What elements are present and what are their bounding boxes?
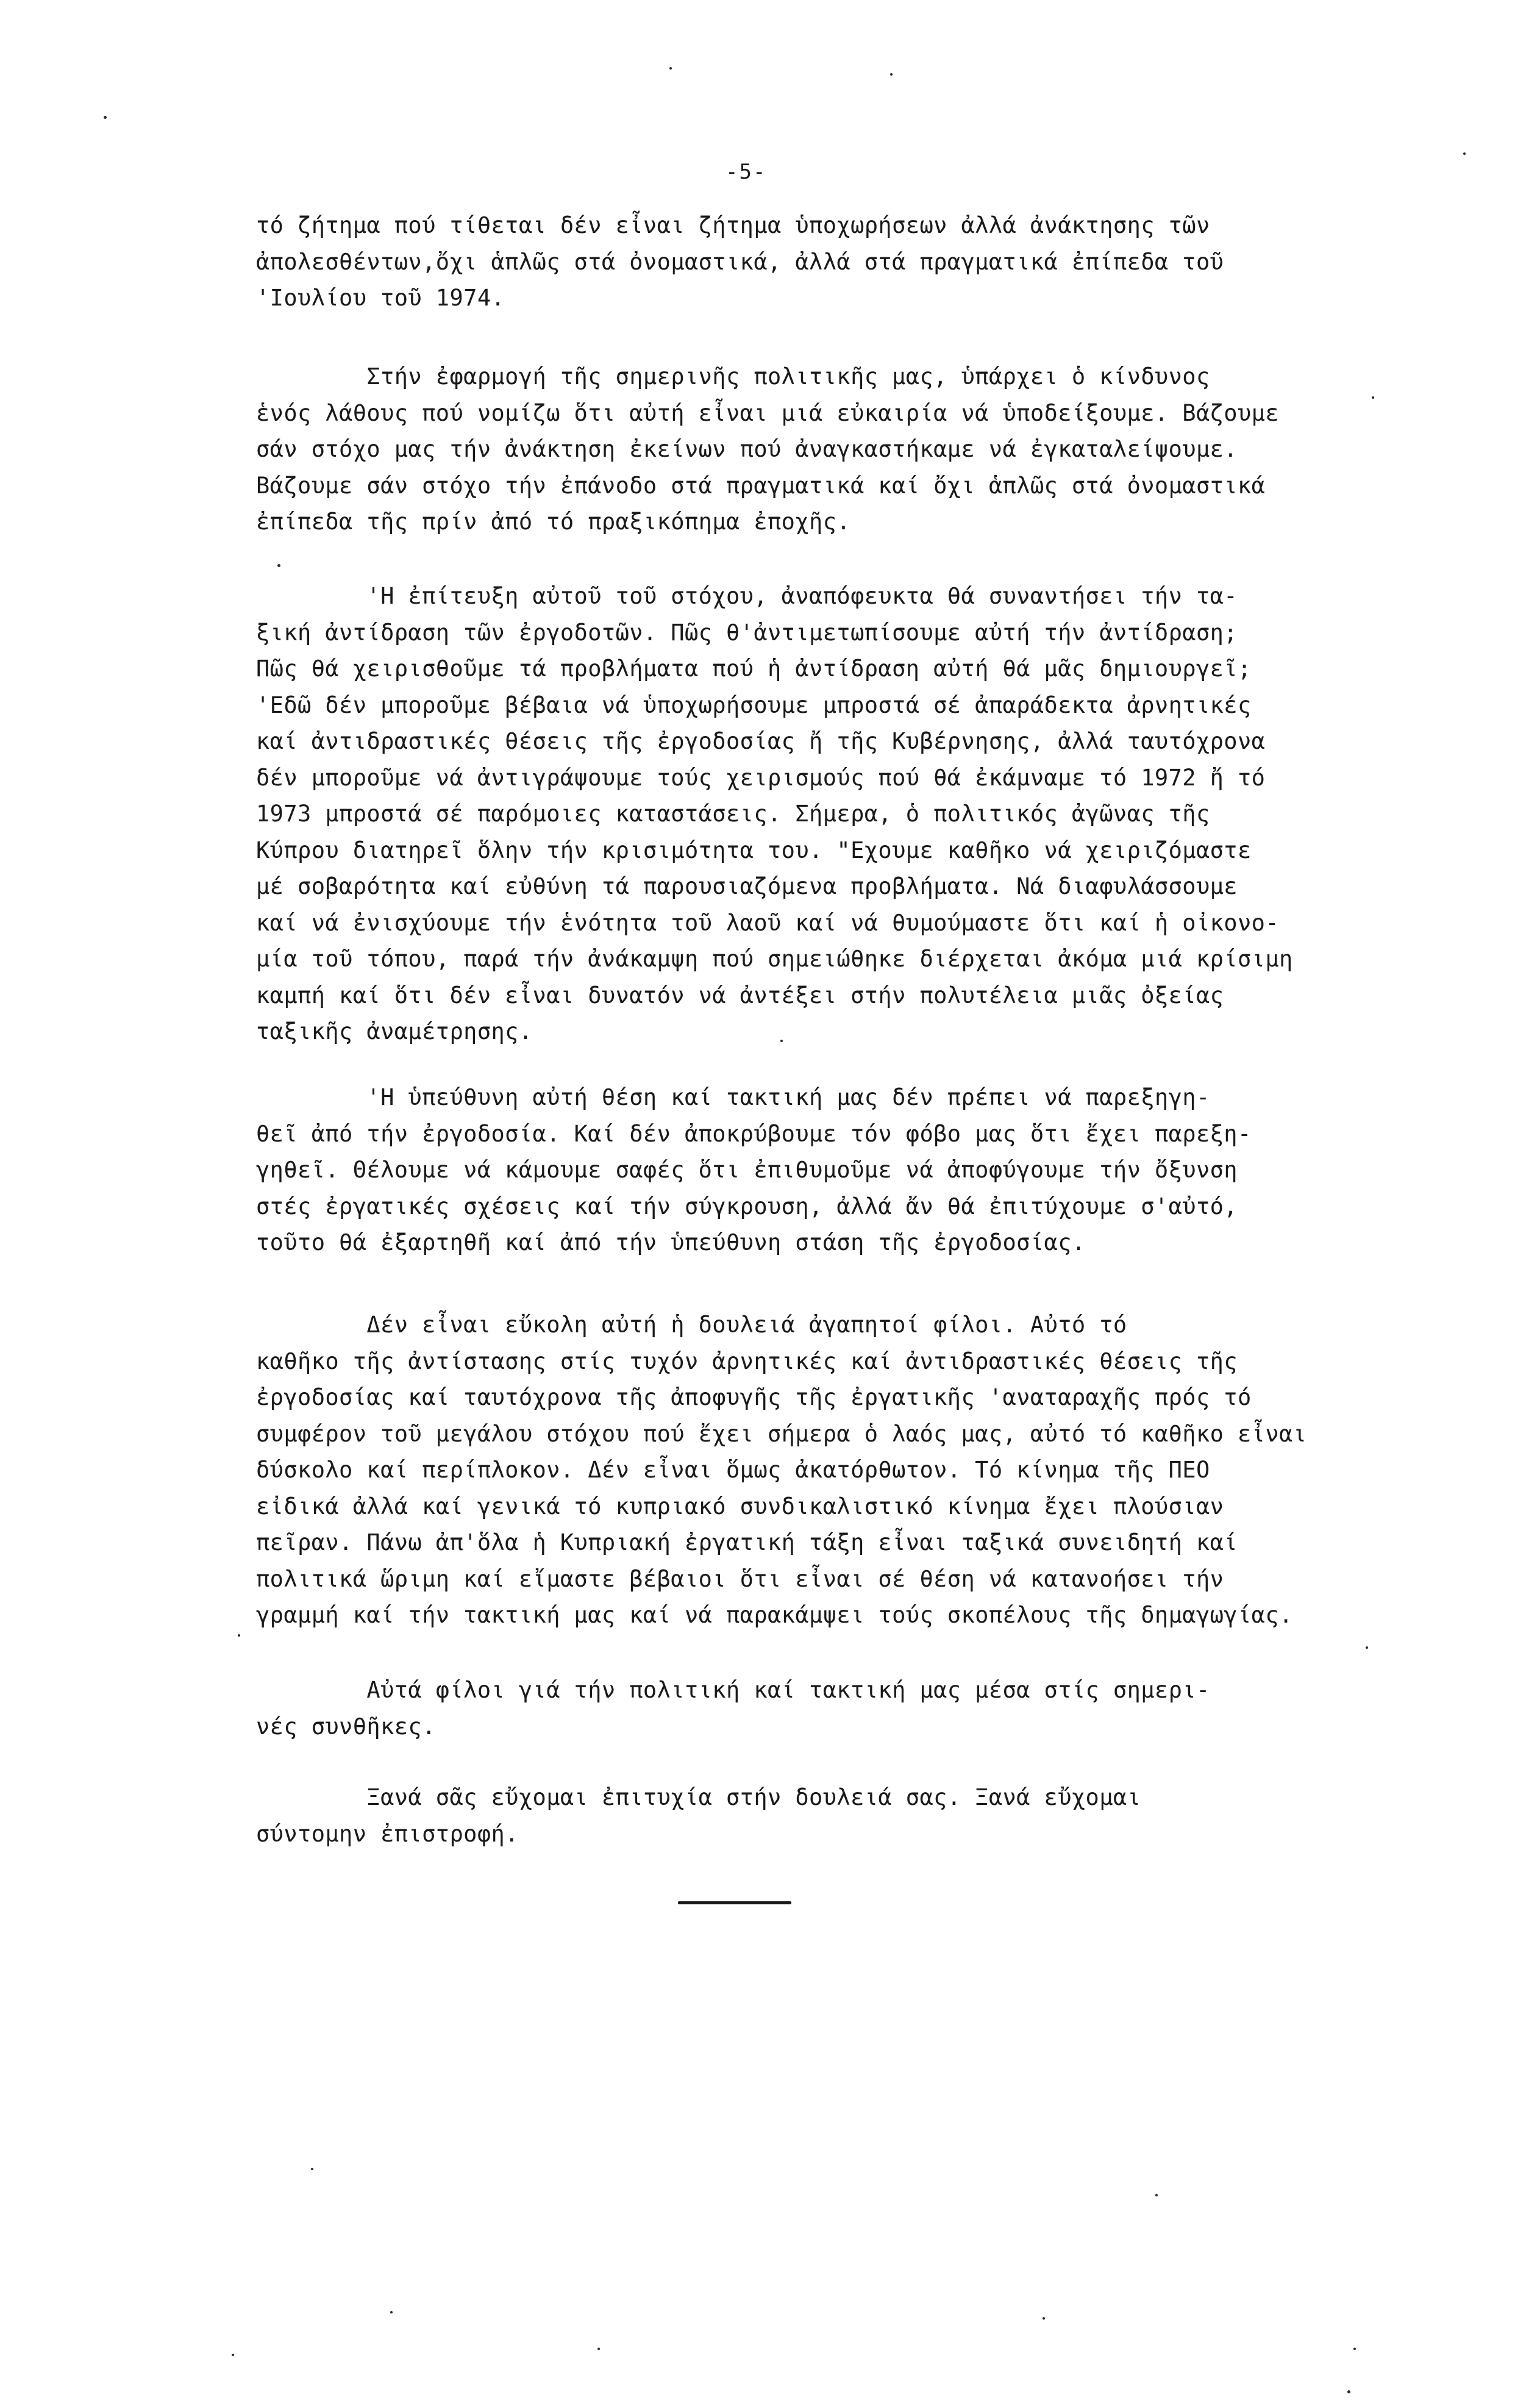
scan-speck <box>311 2168 313 2170</box>
scan-speck <box>669 67 672 70</box>
text-line: 1973 μπροστά σέ παρόμοιες καταστάσεις. Σήμερα, ὁ πολιτικός ἀγῶνας τῆς <box>256 801 1210 827</box>
paragraph-6 <box>256 1672 1414 1745</box>
scan-speck <box>390 2311 393 2313</box>
scan-speck <box>104 116 107 119</box>
end-rule <box>678 1901 791 1904</box>
text-line: μέ σοβαρότητα καί εὐθύνη τά παρουσιαζόμενα προβλήματα. Νά διαφυλάσσουμε <box>256 873 1238 899</box>
text-line: πολιτικά ὥριμη καί εἴμαστε βέβαιοι ὅτι εἶναι σέ θέση νά κατανοήσει τήν <box>256 1565 1224 1592</box>
text-line: ἀπολεσθέντων,ὄχι ἁπλῶς στά ὀνομαστικά, ἀλλά στά πραγματικά ἐπίπεδα τοῦ <box>256 248 1224 275</box>
text-line: 'Εδῶ δέν μποροῦμε βέβαια νά ὑποχωρήσουμε μπροστά σέ ἀπαράδεκτα ἀρνητικές <box>256 691 1252 718</box>
page-number: -5- <box>725 160 767 184</box>
scan-speck <box>232 2354 234 2356</box>
text-line: εἰδικά ἀλλά καί γενικά τό κυπριακό συνδικαλιστικό κίνημα ἔχει πλούσιαν <box>256 1493 1224 1520</box>
scan-speck <box>890 73 893 76</box>
text-line: Κύπρου διατηρεῖ ὅλην τήν κρισιμότητα του. "Εχουμε καθῆκο νά χειριζόμαστε <box>256 837 1252 863</box>
paragraph-2 <box>256 359 1414 540</box>
scan-speck <box>238 1634 240 1637</box>
text-line: Βάζουμε σάν στόχο τήν ἐπάνοδο στά πραγματικά καί ὄχι ἁπλῶς στά ὀνομαστικά <box>256 472 1266 499</box>
text-line: 'Η ὑπεύθυνη αὐτή θέση καί τακτική μας δέν πρέπει νά παρεξηγη- <box>256 1084 1210 1110</box>
text-line: 'Η ἐπίτευξη αὐτοῦ τοῦ στόχου, ἀναπόφευκτα θά συναντήσει τήν τα- <box>256 583 1238 609</box>
paragraph-3 <box>256 578 1414 1050</box>
text-line: στές ἐργατικές σχέσεις καί τήν σύγκρουση, ἀλλά ἄν θά ἐπιτύχουμε σ'αὐτό, <box>256 1193 1238 1220</box>
text-line: ἑνός λάθους πού νομίζω ὅτι αὐτή εἶναι μιά εὐκαιρία νά ὑποδείξουμε. Βάζουμε <box>256 399 1280 426</box>
text-line: σάν στόχο μας τήν ἀνάκτηση ἐκείνων πού ἀναγκαστήκαμε νά ἐγκαταλείψουμε. <box>256 436 1238 462</box>
text-line: τοῦτο θά ἐξαρτηθῆ καί ἀπό τήν ὑπεύθυνη στάση τῆς ἐργοδοσίας. <box>256 1229 1086 1256</box>
text-line: ταξικῆς ἀναμέτρησης. <box>256 1018 533 1045</box>
text-line: συμφέρον τοῦ μεγάλου στόχου πού ἔχει σήμερα ὁ λαός μας, αὐτό τό καθῆκο εἶναι <box>256 1420 1307 1447</box>
text-line: Πῶς θά χειρισθοῦμε τά προβλήματα πού ἡ ἀντίδραση αὐτή θά μᾶς δημιουργεῖ; <box>256 656 1252 682</box>
text-line: Ξανά σᾶς εὔχομαι ἐπιτυχία στήν δουλειά σας. Ξανά εὔχομαι <box>256 1784 1141 1810</box>
scan-speck <box>1463 152 1466 155</box>
text-line: καμπή καί ὅτι δέν εἶναι δυνατόν νά ἀντέξει στήν πολυτέλεια μιᾶς ὀξείας <box>256 982 1224 1009</box>
scan-speck <box>1353 2348 1356 2350</box>
paragraph-5 <box>256 1307 1414 1634</box>
text-line: ἐπίπεδα τῆς πρίν ἀπό τό πραξικόπημα ἐποχῆς. <box>256 509 851 535</box>
scan-speck <box>1043 2317 1045 2320</box>
scan-speck <box>1155 2194 1158 2196</box>
text-line: τό ζήτημα πού τίθεται δέν εἶναι ζήτημα ὑποχωρήσεων ἀλλά ἀνάκτησης τῶν <box>256 212 1210 238</box>
text-line: ἐργοδοσίας καί ταυτόχρονα τῆς ἀποφυγῆς τῆς ἐργατικῆς 'αναταραχῆς πρός τό <box>256 1384 1252 1410</box>
text-line: καθῆκο τῆς ἀντίστασης στίς τυχόν ἀρνητικές καί ἀντιδραστικές θέσεις τῆς <box>256 1348 1238 1374</box>
text-line: δέν μποροῦμε νά ἀντιγράψουμε τούς χειρισμούς πού θά ἐκάμναμε τό 1972 ἤ τό <box>256 764 1266 791</box>
text-line: νές συνθῆκες. <box>256 1713 436 1740</box>
text-line: Δέν εἶναι εὔκολη αὐτή ἡ δουλειά ἀγαπητοί φίλοι. Αὐτό τό <box>256 1312 1127 1338</box>
text-line: δύσκολο καί περίπλοκον. Δέν εἶναι ὅμως ἀκατόρθωτον. Τό κίνημα τῆς ΠΕΟ <box>256 1457 1210 1483</box>
text-line: ξική ἀντίδραση τῶν ἐργοδοτῶν. Πῶς θ'ἀντιμετωπίσουμε αὐτή τήν ἀντίδραση; <box>256 619 1238 646</box>
scan-speck <box>1366 1646 1368 1649</box>
text-line: γηθεῖ. Θέλουμε νά κάμουμε σαφές ὅτι ἐπιθυμοῦμε νά ἀποφύγουμε τήν ὄξυνση <box>256 1157 1238 1183</box>
scan-speck <box>277 564 280 567</box>
text-line: καί ἀντιδραστικές θέσεις τῆς ἐργοδοσίας ἤ τῆς Κυβέρνησης, ἀλλά ταυτόχρονα <box>256 728 1266 754</box>
paragraph-1 <box>256 207 1414 316</box>
text-line: καί νά ἐνισχύουμε τήν ἑνότητα τοῦ λαοῦ καί νά θυμούμαστε ὅτι καί ἡ οἰκονο- <box>256 909 1280 936</box>
paragraph-4 <box>256 1079 1414 1261</box>
text-line: πεῖραν. Πάνω ἀπ'ὅλα ἡ Κυπριακή ἐργατική τάξη εἶναι ταξικά συνειδητή καί <box>256 1529 1238 1556</box>
scan-speck <box>1372 396 1374 399</box>
scan-speck <box>780 1040 783 1042</box>
paragraph-7 <box>256 1779 1414 1852</box>
text-line: σύντομην ἐπιστροφή. <box>256 1820 519 1847</box>
scan-speck <box>1347 2390 1350 2393</box>
text-line: γραμμή καί τήν τακτική μας καί νά παρακάμψει τούς σκοπέλους τῆς δημαγωγίας. <box>256 1602 1293 1628</box>
scan-speck <box>597 2348 600 2350</box>
text-line: θεῖ ἀπό τήν ἐργοδοσία. Καί δέν ἀποκρύβουμε τόν φόβο μας ὅτι ἔχει παρεξη- <box>256 1120 1252 1147</box>
text-line: Αὐτά φίλοι γιά τήν πολιτική καί τακτική μας μέσα στίς σημερι- <box>256 1677 1210 1703</box>
text-line: 'Ιουλίου τοῦ 1974. <box>256 285 505 311</box>
text-line: μία τοῦ τόπου, παρά τήν ἀνάκαμψη πού σημειώθηκε διέρχεται ἀκόμα μιά κρίσιμη <box>256 946 1293 972</box>
text-line: Στήν ἐφαρμογή τῆς σημερινῆς πολιτικῆς μας, ὑπάρχει ὁ κίνδυνος <box>256 363 1210 390</box>
